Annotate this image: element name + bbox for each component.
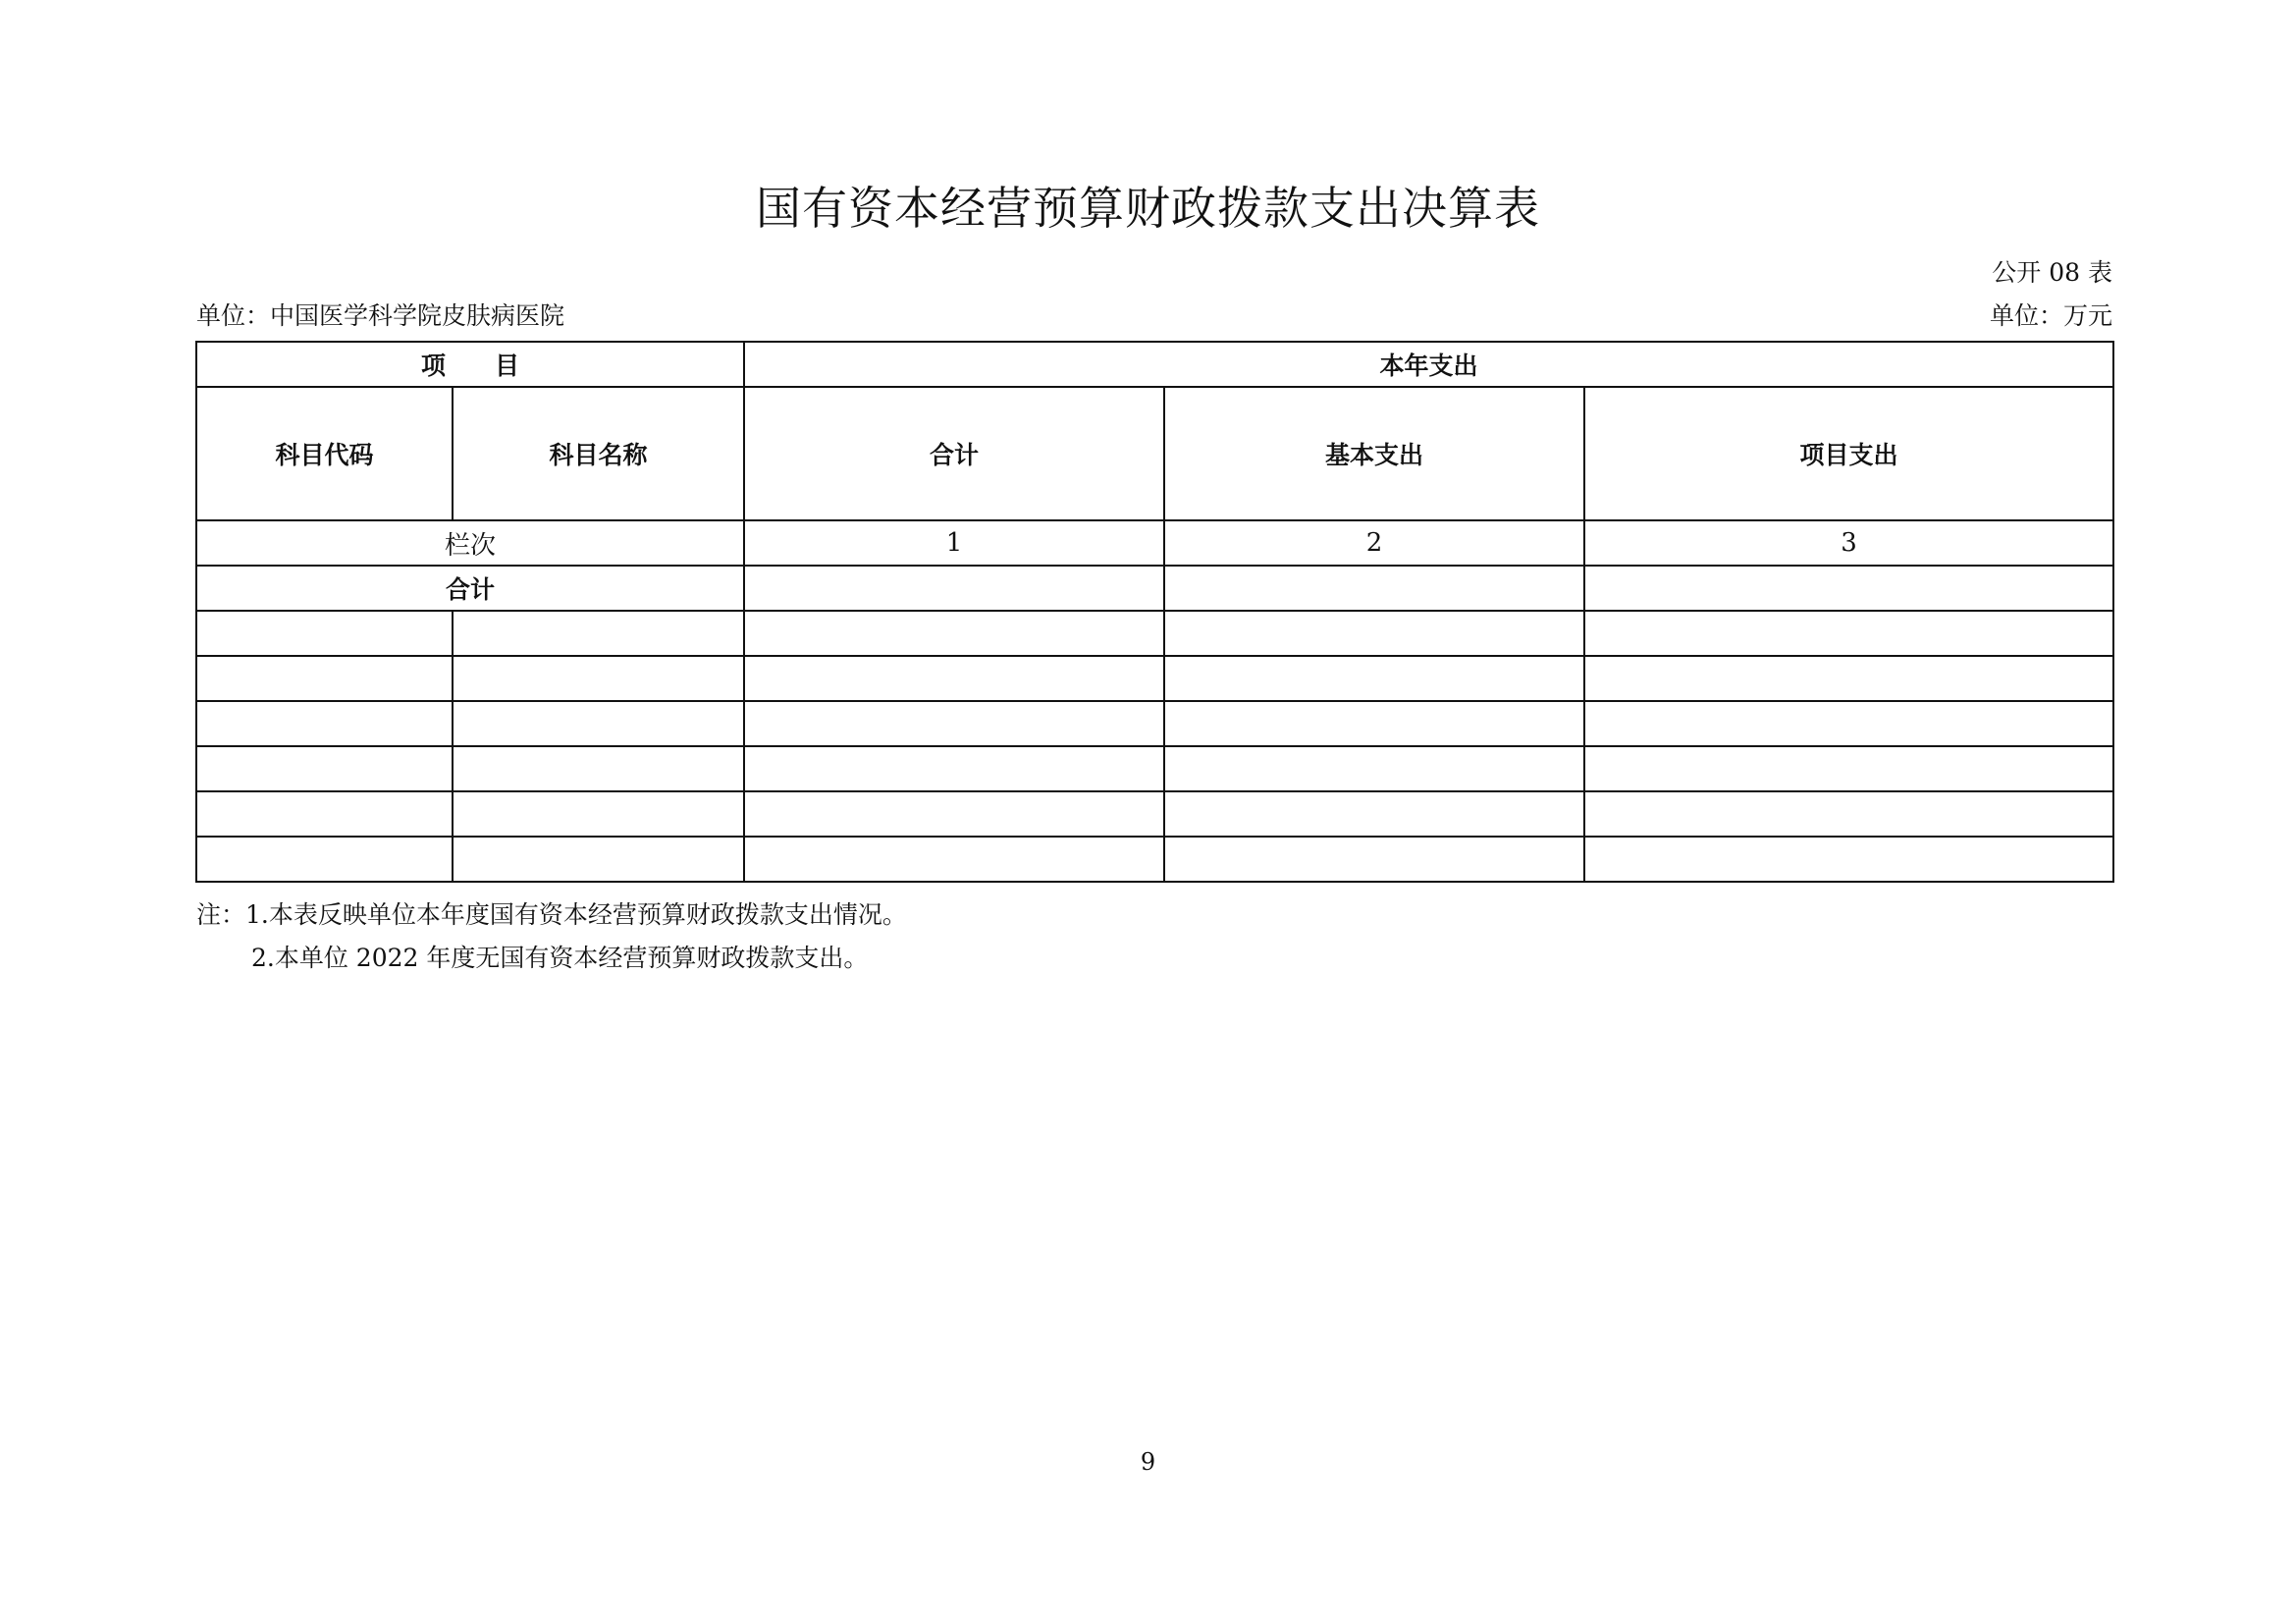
note-line-1: 注：1.本表反映单位本年度国有资本经营预算财政拨款支出情况。 [196,900,907,929]
column-index-label: 栏次 [196,520,744,566]
header-subject-name: 科目名称 [453,387,744,520]
table-cell [744,837,1164,882]
notes [196,893,907,980]
table-cell [1164,746,1584,791]
column-index-row [196,520,2113,566]
table-row [196,837,2113,882]
header-project-expenditure: 项目支出 [1584,387,2113,520]
table-cell [744,746,1164,791]
header-current-year-expenditure: 本年支出 [744,342,2113,387]
header-total: 合计 [744,387,1164,520]
header-project: 项 目 [196,342,744,387]
table-cell [1584,837,2113,882]
table-cell [196,746,453,791]
table-cell [1164,791,1584,837]
table-cell [1164,701,1584,746]
table-cell [453,746,744,791]
table-cell [1584,791,2113,837]
table-cell [744,656,1164,701]
table-cell [744,611,1164,656]
table-cell [453,701,744,746]
total-cell [744,566,1164,611]
table-row [196,746,2113,791]
total-row [196,566,2113,611]
table-cell [196,791,453,837]
table-cell [196,656,453,701]
table-cell [1164,656,1584,701]
note-line-2: 2.本单位 2022 年度无国有资本经营预算财政拨款支出。 [251,944,869,972]
header-row-columns [196,387,2113,520]
column-index-2: 2 [1164,520,1584,566]
table-cell [453,611,744,656]
table-cell [1164,837,1584,882]
header-subject-code: 科目代码 [196,387,453,520]
page-title: 国有资本经营预算财政拨款支出决算表 [756,182,1540,235]
table-cell [1584,746,2113,791]
form-code: 公开 08 表 [1992,258,2112,287]
table-cell [1164,611,1584,656]
page-number: 9 [1140,1448,1156,1476]
currency-unit: 单位：万元 [1989,301,2112,330]
table-row [196,611,2113,656]
column-index-3: 3 [1584,520,2113,566]
table-cell [453,837,744,882]
table-cell [1584,701,2113,746]
table-row [196,701,2113,746]
table-cell [196,611,453,656]
table-cell [196,701,453,746]
expenditure-table [195,341,2112,883]
header-basic-expenditure: 基本支出 [1164,387,1584,520]
header-row-group [196,342,2113,387]
table-cell [744,701,1164,746]
total-row-label: 合计 [196,566,744,611]
table-cell [1584,656,2113,701]
total-project-cell [1584,566,2113,611]
table-cell [196,837,453,882]
table-row [196,791,2113,837]
table-cell [453,656,744,701]
reporting-unit: 单位：中国医学科学院皮肤病医院 [196,301,565,330]
total-basic-cell [1164,566,1584,611]
table-cell [1584,611,2113,656]
table-row [196,656,2113,701]
table-cell [453,791,744,837]
column-index-1: 1 [744,520,1164,566]
table-cell [744,791,1164,837]
